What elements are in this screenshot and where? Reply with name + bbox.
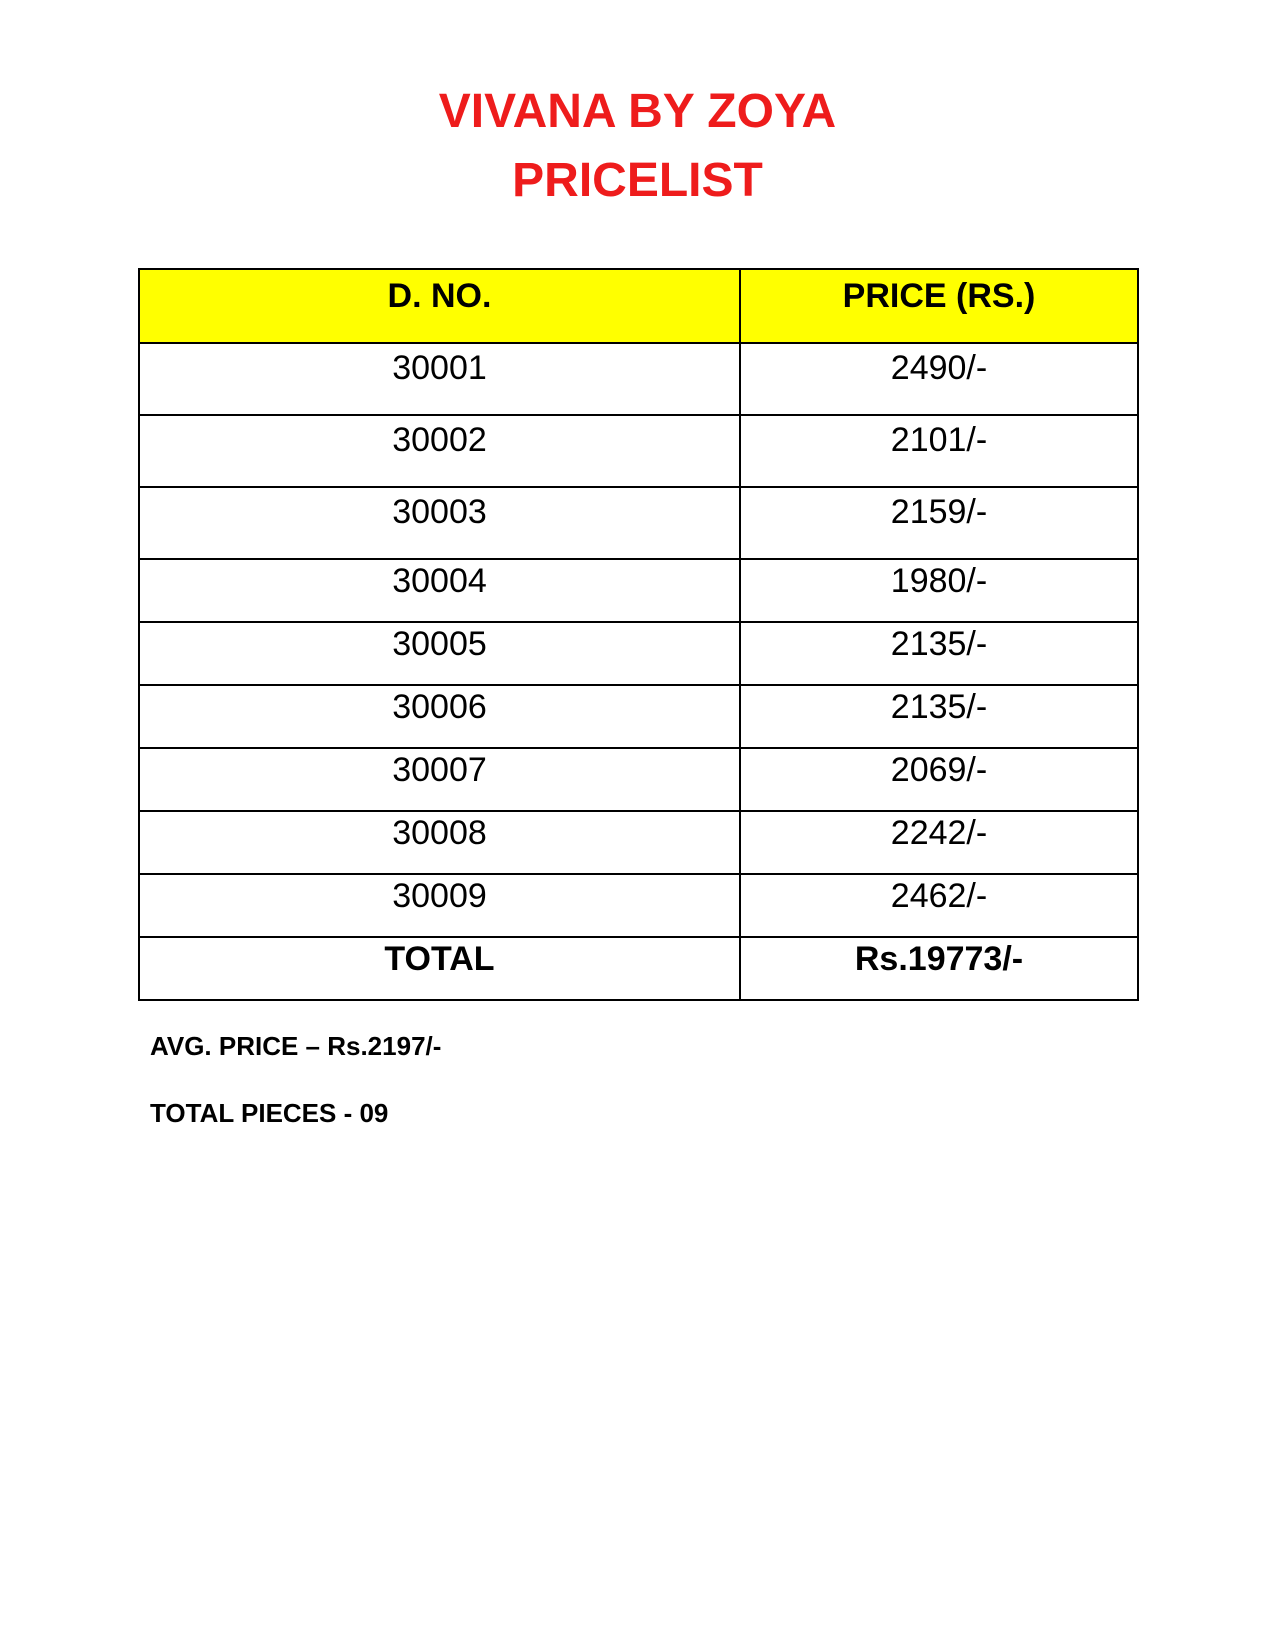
table-row: [139, 559, 1138, 622]
dno-cell: 30006: [139, 685, 740, 748]
dno-cell: 30007: [139, 748, 740, 811]
table-row: [139, 415, 1138, 487]
dno-cell: 30002: [139, 415, 740, 487]
dno-cell: 30003: [139, 487, 740, 559]
total-value: Rs.19773/-: [740, 937, 1138, 1000]
price-cell: 2242/-: [740, 811, 1138, 874]
table-row: [139, 874, 1138, 937]
dno-cell: 30009: [139, 874, 740, 937]
dno-cell: 30001: [139, 343, 740, 415]
table-row: [139, 487, 1138, 559]
table-row: [139, 622, 1138, 685]
table-row: [139, 343, 1138, 415]
table-row: [139, 811, 1138, 874]
price-cell: 2135/-: [740, 685, 1138, 748]
dno-cell: 30008: [139, 811, 740, 874]
dno-cell: 30005: [139, 622, 740, 685]
table-row: [139, 748, 1138, 811]
page-title: VIVANA BY ZOYA: [438, 85, 837, 138]
price-cell: 2462/-: [740, 874, 1138, 937]
price-cell: 2490/-: [740, 343, 1138, 415]
price-table: [138, 268, 1139, 1001]
price-cell: 1980/-: [740, 559, 1138, 622]
dno-cell: 30004: [139, 559, 740, 622]
price-cell: 2069/-: [740, 748, 1138, 811]
total-label: TOTAL: [139, 937, 740, 1000]
price-cell: 2159/-: [740, 487, 1138, 559]
price-cell: 2135/-: [740, 622, 1138, 685]
column-header-dno: D. NO.: [139, 269, 740, 343]
total-row: [139, 937, 1138, 1000]
page-subtitle: PRICELIST: [512, 154, 763, 207]
column-header-price: PRICE (RS.): [740, 269, 1138, 343]
total-pieces-note: TOTAL PIECES - 09: [150, 1098, 389, 1128]
average-price-note: AVG. PRICE – Rs.2197/-: [150, 1031, 442, 1061]
price-cell: 2101/-: [740, 415, 1138, 487]
table-header-row: [139, 269, 1138, 343]
table-row: [139, 685, 1138, 748]
